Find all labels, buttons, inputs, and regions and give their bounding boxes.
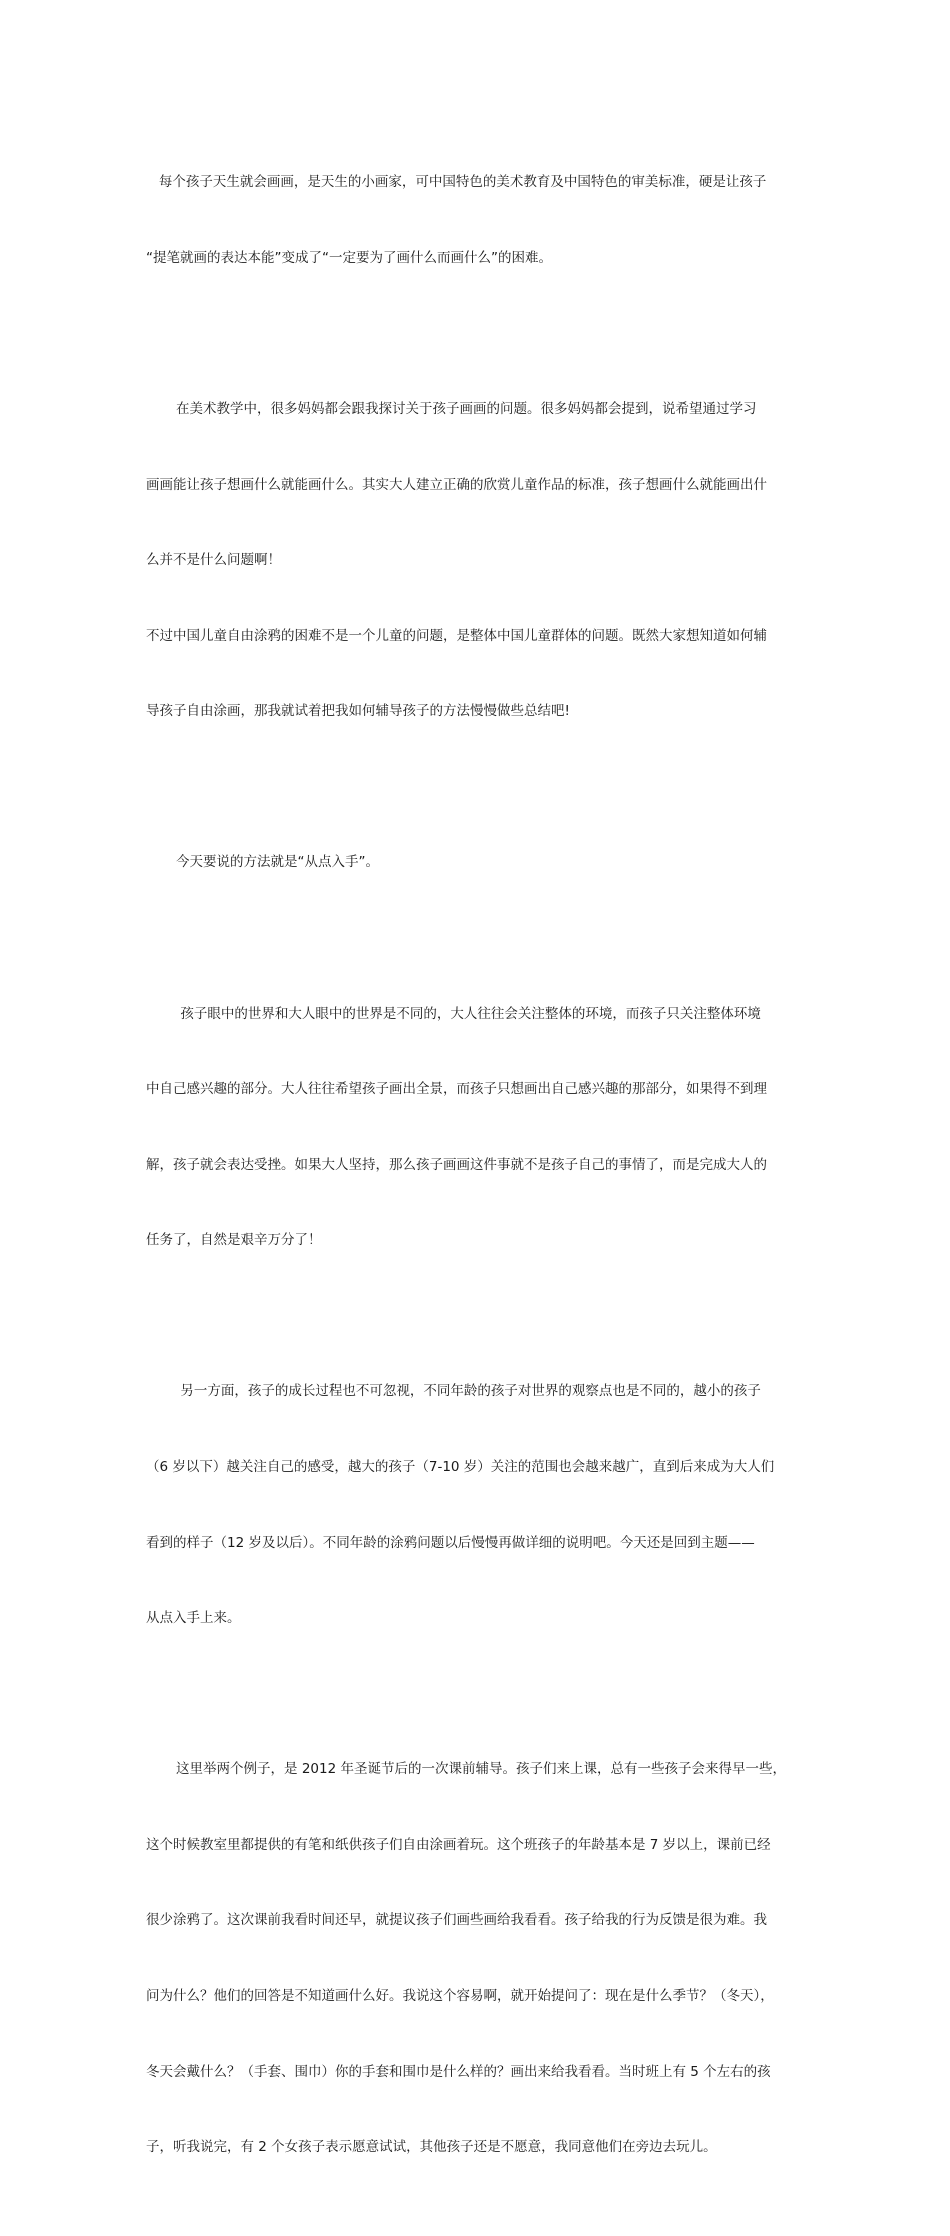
text-line: 冬天会戴什么？（手套、围巾）你的手套和围巾是什么样的？画出来给我看看。当时班上有 5 个左右的孩 bbox=[146, 2063, 771, 2080]
paragraph-growth bbox=[146, 1329, 812, 1682]
text-line: 这里举两个例子，是 2012 年圣诞节后的一次课前辅导。孩子们来上课，总有一些孩子会来得早一些， bbox=[146, 1761, 786, 1778]
paragraph-teaching bbox=[146, 347, 812, 775]
text-line: 另一方面，孩子的成长过程也不可忽视，不同年龄的孩子对世界的观察点也是不同的，越小的孩子 bbox=[146, 1383, 761, 1400]
text-line: 子，听我说完，有 2 个女孩子表示愿意试试，其他孩子还是不愿意，我同意他们在旁边去玩儿。 bbox=[146, 2139, 717, 2156]
text-line: 么并不是什么问题啊！ bbox=[146, 552, 281, 569]
paragraph-method bbox=[146, 800, 812, 926]
text-line: 很少涂鸦了。这次课前我看时间还早，就提议孩子们画些画给我看看。孩子给我的行为反馈是很为难。我 bbox=[146, 1912, 767, 1929]
text-line: （6 岁以下）越关注自己的感受，越大的孩子（7-10 岁）关注的范围也会越来越广，直到后来成为大人们 bbox=[146, 1458, 775, 1475]
document-body bbox=[146, 120, 812, 2236]
text-line: 中自己感兴趣的部分。大人往往希望孩子画出全景，而孩子只想画出自己感兴趣的那部分，如果得不到理 bbox=[146, 1081, 767, 1098]
paragraph-intro bbox=[146, 120, 812, 322]
text-line: 这个时候教室里都提供的有笔和纸供孩子们自由涂画着玩。这个班孩子的年龄基本是 7 岁以上，课前已经 bbox=[146, 1836, 771, 1853]
text-line: 看到的样子（12 岁及以后）。不同年龄的涂鸦问题以后慢慢再做详细的说明吧。今天还是回到主题—— bbox=[146, 1534, 755, 1551]
text-line: 导孩子自由涂画，那我就试着把我如何辅导孩子的方法慢慢做些总结吧! bbox=[146, 703, 570, 720]
text-line: 不过中国儿童自由涂鸦的困难不是一个儿童的问题，是整体中国儿童群体的问题。既然大家想知道如何辅 bbox=[146, 627, 767, 644]
text-line: 任务了，自然是艰辛万分了！ bbox=[146, 1232, 322, 1249]
text-line: 孩子眼中的世界和大人眼中的世界是不同的，大人往往会关注整体的环境，而孩子只关注整体环境 bbox=[146, 1005, 761, 1022]
text-line: 解，孩子就会表达受挫。如果大人坚持，那么孩子画画这件事就不是孩子自己的事情了，而是完成大人的 bbox=[146, 1156, 767, 1173]
text-line: 问为什么？他们的回答是不知道画什么好。我说这个容易啊，就开始提问了：现在是什么季节？（冬天）， bbox=[146, 1988, 774, 2005]
text-line: “提笔就画的表达本能”变成了“一定要为了画什么而画什么”的困难。 bbox=[146, 250, 552, 267]
text-line: 从点入手上来。 bbox=[146, 1610, 241, 1627]
text-line: 画画能让孩子想画什么就能画什么。其实大人建立正确的欣赏儿童作品的标准，孩子想画什么就能画出什 bbox=[146, 476, 767, 493]
paragraph-child-world bbox=[146, 951, 812, 1304]
text-line: 今天要说的方法就是“从点入手”。 bbox=[146, 854, 380, 871]
text-line: 每个孩子天生就会画画，是天生的小画家，可中国特色的美术教育及中国特色的审美标准，硬是让孩子 bbox=[146, 174, 767, 191]
paragraph-example bbox=[146, 1707, 812, 2211]
text-line: 在美术教学中，很多妈妈都会跟我探讨关于孩子画画的问题。很多妈妈都会提到，说希望通过学习 bbox=[146, 401, 757, 418]
